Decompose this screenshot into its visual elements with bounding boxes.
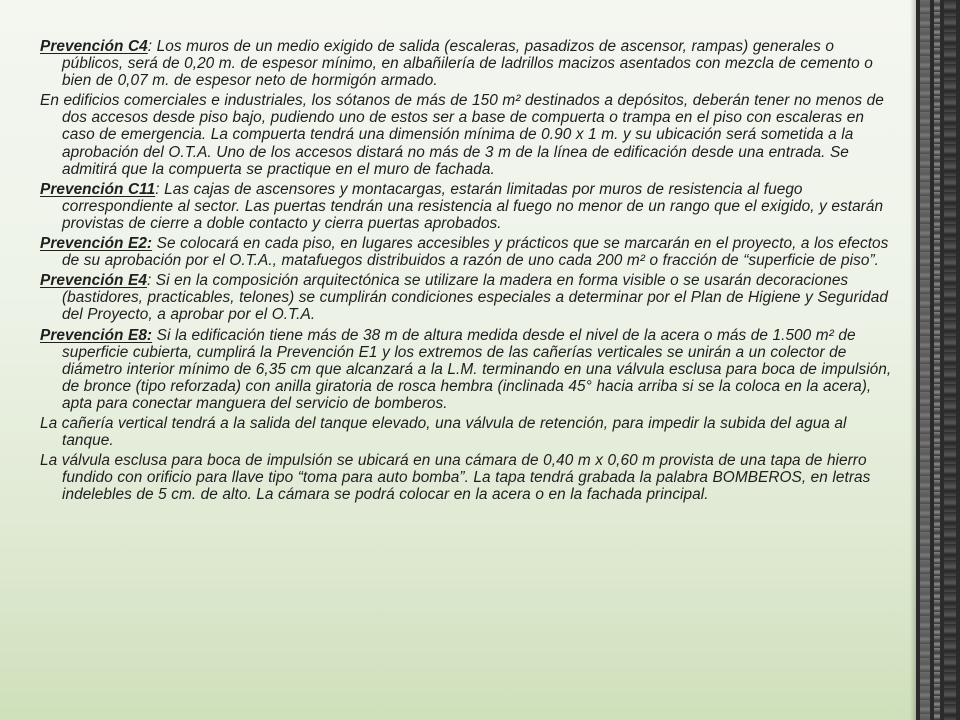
paragraph-text: Las cajas de ascensores y montacargas, estarán limitadas por muros de resistencia al fuego correspondiente al sector. Las puertas tendrán una resistencia al fuego no menor de un rango que el exigido, y estarán provistas de cierre a doble contacto y cierra puertas aprobados. bbox=[62, 180, 884, 232]
paragraph-sotanos bbox=[40, 92, 896, 177]
paragraph-text: La cañería vertical tendrá a la salida del tanque elevado, una válvula de retención, para impedir la subida del agua al tanque. bbox=[40, 414, 847, 450]
paragraph-caneria bbox=[40, 415, 896, 449]
border-band bbox=[944, 0, 956, 720]
paragraph-e4 bbox=[40, 272, 896, 323]
paragraph-text: La válvula esclusa para boca de impulsión se ubicará en una cámara de 0,40 m x 0,60 m provista de una tapa de hierro fundido con orificio para llave tipo “toma para auto bomba”. La tapa tendrá grabada la palabra BOMBEROS, en letras indelebles de 5 cm. de alto. La cámara se podrá colocar en la acera o en la fachada principal. bbox=[40, 452, 871, 504]
paragraph-text: Los muros de un medio exigido de salida (escaleras, pasadizos de ascensor, rampas) generales o públicos, será de 0,20 m. de espesor mínimo, en albañilería de ladrillos macizos asentados con mezcla de cemento o bien de 0,07 m. de espesor neto de hormigón armado. bbox=[62, 38, 873, 90]
paragraph-e2 bbox=[40, 235, 896, 269]
paragraph-e8 bbox=[40, 327, 896, 412]
paragraph-label: Prevención E8: bbox=[40, 326, 153, 344]
border-band bbox=[934, 0, 940, 720]
paragraph-c4 bbox=[40, 38, 896, 89]
paragraph-text: Si en la composición arquitectónica se utilizare la madera en forma visible o se usarán decoraciones (bastidores, practicables, telones) se cumplirán condiciones especiales a determinar por el Plan de Higiene y Seguridad del Proyecto, a aprobar por el O.T.A. bbox=[62, 272, 888, 324]
paragraph-label: Prevención C4 bbox=[40, 38, 148, 55]
paragraph-label: Prevención E4 bbox=[40, 272, 147, 290]
paragraph-separator: : bbox=[155, 180, 160, 198]
decorative-right-border bbox=[916, 0, 960, 720]
border-band bbox=[920, 0, 930, 720]
paragraph-separator: : bbox=[146, 272, 152, 290]
paragraph-label: Prevención C11 bbox=[40, 180, 156, 198]
paragraph-c11 bbox=[40, 181, 896, 232]
paragraph-separator: : bbox=[147, 38, 153, 55]
paragraph-valvula bbox=[40, 452, 896, 503]
paragraph-text: Si la edificación tiene más de 38 m de altura medida desde el nivel de la acera o más de 1.500 m² de superficie cubierta, cumplirá la Prevención E1 y los extremos de las cañerías verticales se unirán a un colector de diámetro interior mínimo de 6,35 cm que alcanzará a la L.M. terminando en una válvula esclusa para boca de impulsión, de bronce (tipo reforzada) con anilla giratoria de rosca hembra (inclinada 45° hacia arriba si se la coloca en la acera), apta para conectar manguera del servicio de bomberos. bbox=[62, 326, 892, 412]
text-body bbox=[40, 38, 896, 506]
paragraph-label: Prevención E2: bbox=[40, 235, 153, 253]
paragraph-text: En edificios comerciales e industriales, los sótanos de más de 150 m² destinados a depósitos, deberán tener no menos de dos accesos desde piso bajo, pudiendo uno de estos ser a base de compuerta o trampa en el piso con escaleras en caso de emergencia. La compuerta tendrá una dimensión mínima de 0.90 x 1 m. y su ubicación será sometida a la aprobación del O.T.A. Uno de los accesos distará no más de 3 m de la línea de edificación desde una entrada. Se admitirá que la compuerta se practique en el muro de fachada. bbox=[40, 92, 884, 178]
paragraph-text: Se colocará en cada piso, en lugares accesibles y prácticos que se marcarán en el proyecto, a los efectos de su aprobación por el O.T.A., matafuegos distribuidos a razón de uno cada 200 m² o fracción de “superficie de piso”. bbox=[62, 235, 889, 270]
